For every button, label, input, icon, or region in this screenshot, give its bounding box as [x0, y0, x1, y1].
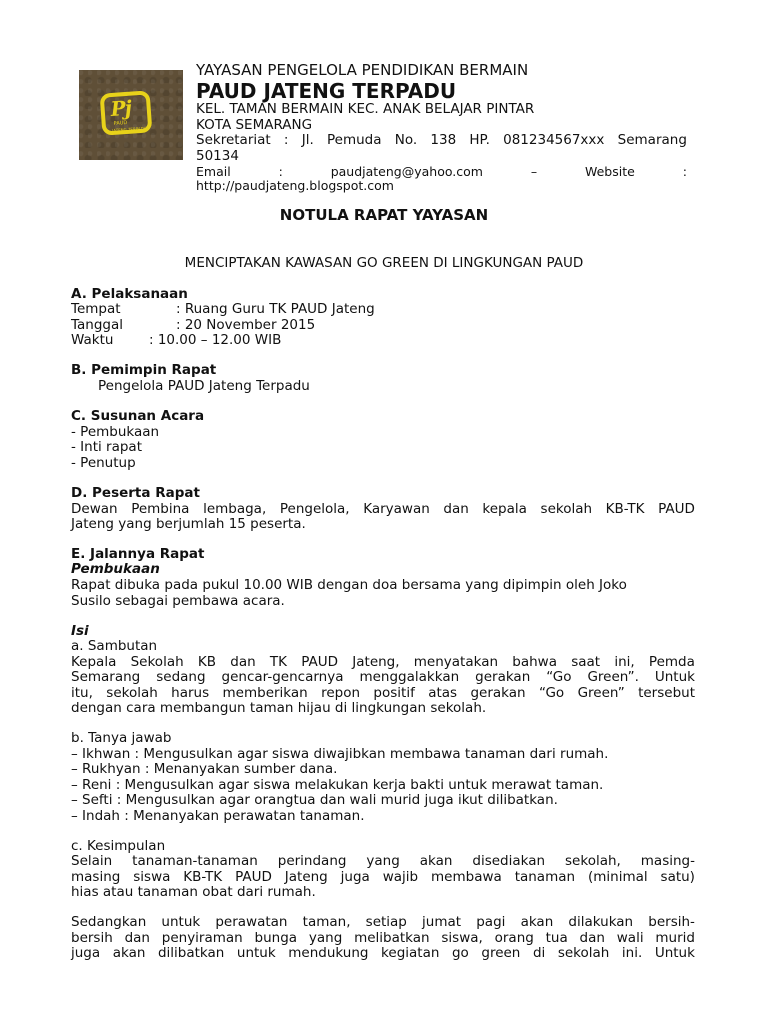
- word: tanaman-tanaman: [132, 853, 258, 869]
- word: juga: [71, 945, 101, 961]
- word: Website: [584, 164, 635, 179]
- word: masing-: [640, 853, 695, 869]
- word: Pemuda: [326, 132, 382, 148]
- word: memberikan: [222, 685, 308, 701]
- word: :: [682, 164, 687, 179]
- word: perindang: [277, 853, 347, 869]
- word: Jateng: [284, 869, 328, 885]
- word: siswa: [133, 869, 171, 885]
- org-line: YAYASAN PENGELOLA PENDIDIKAN BERMAIN: [196, 61, 529, 79]
- pj-badge-icon: [100, 90, 153, 135]
- acara-item: - Penutup: [71, 455, 136, 471]
- word: paudjateng@yahoo.com: [330, 164, 483, 179]
- word: KB-TK: [183, 869, 223, 885]
- word: go: [451, 945, 469, 961]
- word: dan: [443, 501, 469, 517]
- word: KB-TK: [605, 501, 645, 517]
- kesimpulan-line: [71, 853, 695, 869]
- word: Dewan: [71, 501, 118, 517]
- word: dan: [230, 654, 256, 670]
- word: Karyawan: [363, 501, 430, 517]
- word: wali: [616, 930, 644, 946]
- perawatan-line: [71, 930, 695, 946]
- word: menggalakkan: [359, 669, 460, 685]
- pembukaan-line: Rapat dibuka pada pukul 10.00 WIB dengan doa bersama yang dipimpin oleh Joko: [71, 577, 627, 593]
- word: penyiraman: [161, 930, 243, 946]
- org-website[interactable]: http://paudjateng.blogspot.com: [196, 178, 394, 193]
- word: Untuk: [654, 669, 695, 685]
- word: harus: [171, 685, 210, 701]
- word: dan: [124, 930, 150, 946]
- tanya-item: – Reni : Mengusulkan agar siswa melakukan kerja bakti untuk merawat taman.: [71, 777, 604, 793]
- section-d-heading: D. Peserta Rapat: [71, 485, 200, 501]
- word: KB: [197, 654, 217, 670]
- word: “Go: [538, 685, 565, 701]
- word: lembaga,: [203, 501, 267, 517]
- word: akan: [419, 853, 453, 869]
- word: dilakukan: [568, 914, 634, 930]
- yayasan-logo: [79, 70, 183, 160]
- section-c-heading: C. Susunan Acara: [71, 408, 205, 424]
- sambutan-heading: a. Sambutan: [71, 638, 158, 654]
- logo-text: Pj: [109, 95, 132, 122]
- sambutan-line: [71, 685, 695, 701]
- peserta-line: Jateng yang berjumlah 15 peserta.: [71, 516, 306, 532]
- tempat-row: [71, 301, 375, 317]
- pemimpin-text: Pengelola PAUD Jateng Terpadu: [98, 378, 310, 394]
- word: menyatakan: [413, 654, 499, 670]
- word: gerakan: [470, 685, 526, 701]
- word: tersebut: [638, 685, 695, 701]
- tanya-item: – Ikhwan : Mengusulkan agar siswa diwajibkan membawa tanaman dari rumah.: [71, 746, 609, 762]
- acara-item: - Pembukaan: [71, 424, 160, 440]
- word: disediakan: [472, 853, 546, 869]
- word: sekolah: [540, 501, 593, 517]
- tanggal-label: Tanggal: [71, 317, 124, 333]
- org-address-cont: 50134: [196, 148, 239, 164]
- org-email-line: [196, 164, 687, 179]
- word: kegiatan: [381, 945, 440, 961]
- word: PAUD: [235, 869, 272, 885]
- word: membawa: [431, 869, 502, 885]
- isi-label: Isi: [71, 623, 89, 639]
- word: atas: [428, 685, 458, 701]
- word: Jateng,: [352, 654, 400, 670]
- logo-small-text: JATENG TERPADU: [112, 125, 147, 134]
- waktu-value: : 10.00 – 12.00 WIB: [149, 332, 282, 348]
- word: siswa,: [441, 930, 483, 946]
- tanggal-value: : 20 November 2015: [176, 317, 316, 333]
- word: No.: [394, 132, 418, 148]
- sambutan-line: [71, 669, 695, 685]
- word: tua: [545, 930, 568, 946]
- word: murid: [655, 930, 695, 946]
- pembukaan-line: Susilo sebagai pembawa acara.: [71, 593, 285, 609]
- word: setiap: [365, 914, 407, 930]
- kesimpulan-line: hias atau tanaman obat dari rumah.: [71, 884, 316, 900]
- sambutan-line: dengan cara membangun taman hijau di lingkungan sekolah.: [71, 700, 487, 716]
- section-e-heading: E. Jalannya Rapat: [71, 546, 205, 562]
- word: green: [481, 945, 521, 961]
- word: wajib: [382, 869, 419, 885]
- tanya-item: – Rukhyan : Menanyakan sumber dana.: [71, 761, 338, 777]
- section-b-heading: B. Pemimpin Rapat: [71, 362, 217, 378]
- word: untuk: [236, 945, 276, 961]
- word: Green”.: [587, 669, 639, 685]
- word: masing: [71, 869, 121, 885]
- word: repon: [321, 685, 361, 701]
- word: bersih-: [648, 914, 695, 930]
- logo-small-text: PAUD: [113, 119, 128, 127]
- acara-item: - Inti rapat: [71, 439, 142, 455]
- word: ini,: [614, 654, 635, 670]
- document-subtitle: MENCIPTAKAN KAWASAN GO GREEN DI LINGKUNGAN PAUD: [184, 255, 584, 271]
- word: pagi: [476, 914, 506, 930]
- kesimpulan-heading: c. Kesimpulan: [71, 838, 166, 854]
- word: kepala: [482, 501, 527, 517]
- word: sekolah: [557, 945, 610, 961]
- word: Sekretariat: [196, 132, 271, 148]
- word: Semarang: [71, 669, 141, 685]
- waktu-label: Waktu: [71, 332, 114, 348]
- word: itu,: [71, 685, 93, 701]
- word: untuk: [161, 914, 201, 930]
- word: saat: [571, 654, 601, 670]
- word: orang: [494, 930, 534, 946]
- word: di: [532, 945, 546, 961]
- word: TK: [269, 654, 287, 670]
- section-a-heading: A. Pelaksanaan: [71, 286, 188, 302]
- word: jumat: [422, 914, 462, 930]
- tanya-heading: b. Tanya jawab: [71, 730, 172, 746]
- word: sekolah: [106, 685, 158, 701]
- word: :: [283, 132, 289, 148]
- word: 138: [430, 132, 457, 148]
- word: sedang: [156, 669, 206, 685]
- org-sub-1: KEL. TAMAN BERMAIN KEC. ANAK BELAJAR PINTAR: [196, 101, 535, 117]
- word: juga: [340, 869, 370, 885]
- word: melibatkan: [354, 930, 430, 946]
- word: (minimal: [587, 869, 648, 885]
- word: PAUD: [658, 501, 695, 517]
- word: bunga: [254, 930, 298, 946]
- word: Kepala: [71, 654, 117, 670]
- word: bahwa: [512, 654, 557, 670]
- word: :: [278, 164, 283, 179]
- word: Email: [196, 164, 231, 179]
- tempat-value: : Ruang Guru TK PAUD Jateng: [176, 301, 375, 317]
- word: Semarang: [617, 132, 687, 148]
- word: PAUD: [301, 654, 339, 670]
- word: Pembina: [131, 501, 190, 517]
- word: yang: [366, 853, 400, 869]
- waktu-row: [71, 332, 281, 348]
- org-name: PAUD JATENG TERPADU: [196, 79, 457, 103]
- peserta-line: [71, 501, 695, 517]
- word: “Go: [546, 669, 572, 685]
- word: Sekolah: [130, 654, 184, 670]
- word: Sedangkan: [71, 914, 147, 930]
- word: bersih: [71, 930, 113, 946]
- tanggal-row: [71, 317, 315, 333]
- perawatan-line: [71, 945, 695, 961]
- word: –: [530, 164, 538, 179]
- word: dilibatkan: [157, 945, 225, 961]
- word: HP.: [469, 132, 490, 148]
- word: Pengelola,: [279, 501, 350, 517]
- word: akan: [520, 914, 554, 930]
- word: akan: [112, 945, 146, 961]
- word: ini.: [621, 945, 643, 961]
- word: satu): [660, 869, 695, 885]
- pembukaan-label: Pembukaan: [71, 561, 160, 577]
- word: perawatan: [215, 914, 288, 930]
- word: Pemda: [648, 654, 695, 670]
- sambutan-line: [71, 654, 695, 670]
- document-title: NOTULA RAPAT YAYASAN: [279, 206, 489, 224]
- word: Untuk: [654, 945, 695, 961]
- word: Selain: [71, 853, 113, 869]
- org-address: [196, 132, 687, 148]
- tanya-item: – Indah : Menanyakan perawatan tanaman.: [71, 808, 365, 824]
- word: sekolah,: [565, 853, 621, 869]
- word: dan: [579, 930, 605, 946]
- word: positif: [373, 685, 415, 701]
- word: gencar-gencarnya: [221, 669, 344, 685]
- kesimpulan-line: [71, 869, 695, 885]
- org-sub-2: KOTA SEMARANG: [196, 117, 313, 133]
- word: mendukung: [288, 945, 369, 961]
- word: Jl.: [301, 132, 314, 148]
- word: gerakan: [475, 669, 531, 685]
- word: taman,: [302, 914, 351, 930]
- word: yang: [308, 930, 343, 946]
- word: tanaman: [514, 869, 576, 885]
- word: 081234567xxx: [503, 132, 605, 148]
- perawatan-line: [71, 914, 695, 930]
- tempat-label: Tempat: [71, 301, 121, 317]
- word: Green”: [577, 685, 625, 701]
- tanya-item: – Sefti : Mengusulkan agar orangtua dan wali murid juga ikut dilibatkan.: [71, 792, 558, 808]
